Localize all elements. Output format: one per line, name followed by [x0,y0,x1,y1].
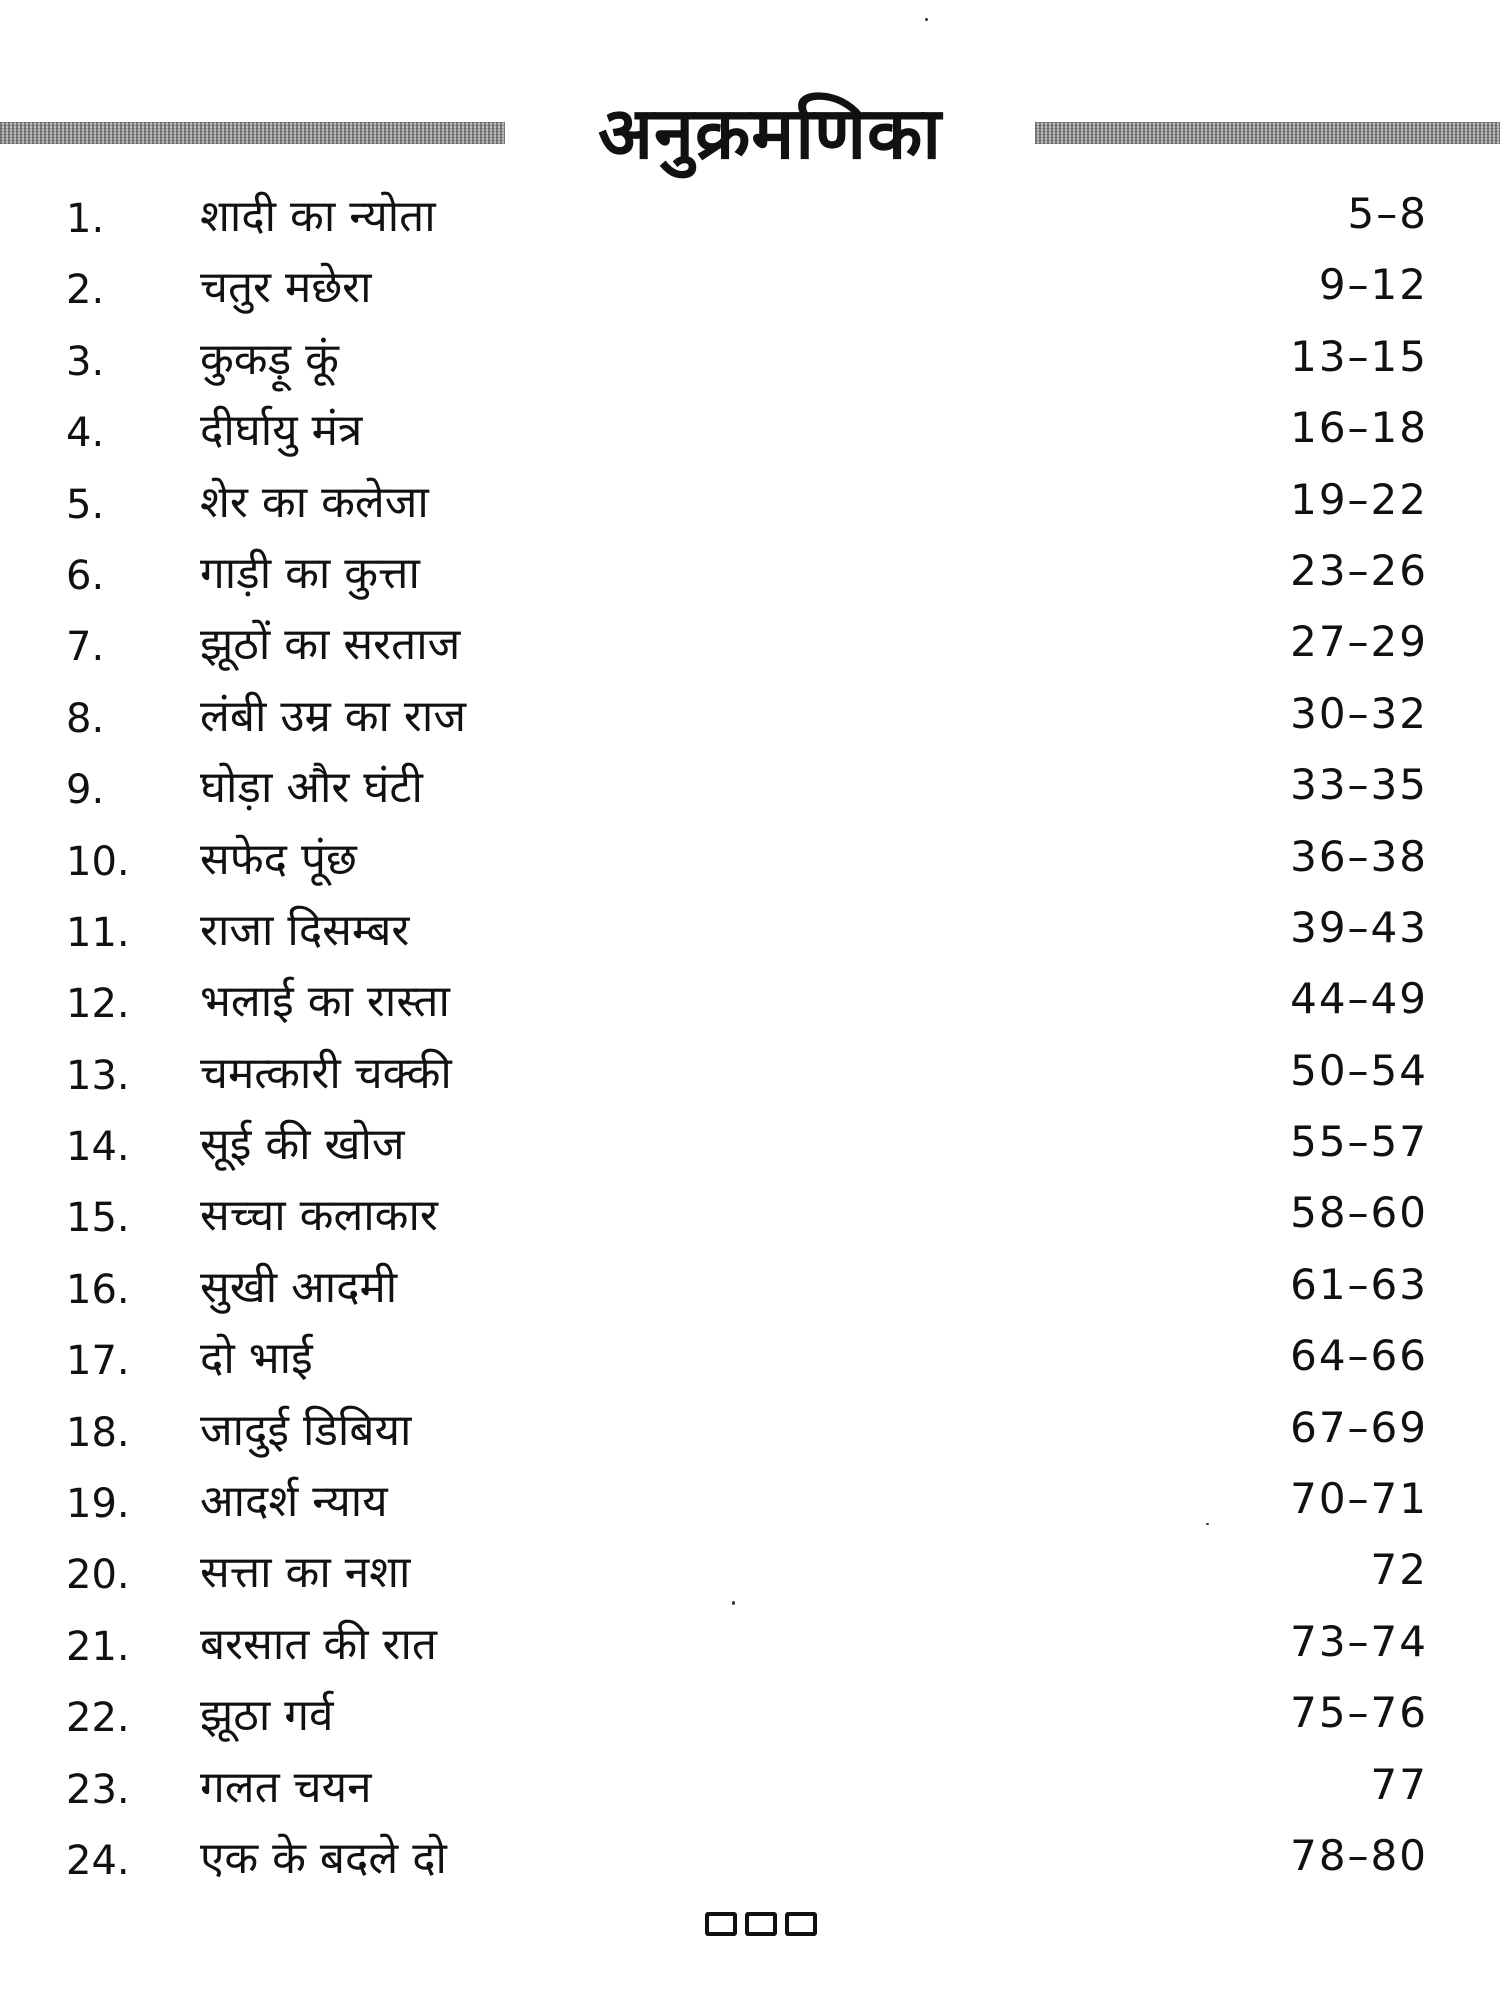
toc-entry-number: 23. [66,1766,130,1813]
toc-entry-title: दो भाई [200,1333,313,1385]
toc-entry-pages: 70–71 [1290,1474,1428,1524]
toc-entry-pages: 72 [1370,1545,1428,1595]
toc-entry [0,326,1500,397]
toc-entry-number: 3. [66,338,105,385]
toc-entry [0,1825,1500,1896]
toc-entry-number: 10. [66,838,130,885]
toc-entry-number: 7. [66,624,105,671]
toc-entry-number: 9. [66,767,105,814]
toc-entry-title: चमत्कारी चक्की [200,1047,452,1099]
toc-entry-pages: 44–49 [1290,974,1428,1024]
toc-entry-pages: 5–8 [1347,189,1428,238]
toc-entry-title: सफेद पूंछ [200,833,357,885]
scan-speck [925,18,928,21]
toc-entry [0,1325,1500,1396]
header-texture-band-left [0,122,505,144]
toc-entry-number: 5. [66,481,105,528]
toc-entry-pages: 23–26 [1290,545,1428,595]
toc-entry-number: 4. [66,410,105,457]
toc-entry-title: आदर्श न्याय [200,1476,388,1528]
toc-entry-title: सूई की खोज [200,1119,405,1171]
toc-entry [0,1682,1500,1753]
toc-entry-title: एक के बदले दो [200,1832,447,1884]
toc-entry [0,1754,1500,1825]
toc-entry-number: 8. [66,695,105,742]
toc-entry-pages: 61–63 [1290,1259,1428,1309]
end-mark-square [705,1912,737,1936]
toc-list [0,183,1500,1896]
toc-entry-title: जादुई डिबिया [200,1404,412,1456]
toc-entry-number: 6. [66,552,105,599]
toc-entry [0,1040,1500,1111]
toc-entry-number: 24. [66,1837,130,1884]
toc-entry [0,897,1500,968]
toc-entry-number: 20. [66,1552,130,1599]
toc-entry-title: घोड़ा और घंटी [200,762,423,814]
toc-entry-title: झूठों का सरताज [200,619,461,671]
toc-entry [0,1539,1500,1610]
page-title: अनुक्रमणिका [598,91,942,175]
toc-entry [0,1182,1500,1253]
toc-entry-title: गाड़ी का कुत्ता [200,547,420,599]
end-mark-icon [705,1912,835,1942]
toc-entry-title: शादी का न्योता [200,191,436,242]
toc-entry [0,754,1500,825]
toc-entry-number: 21. [66,1623,130,1670]
toc-entry [0,540,1500,611]
toc-entry-pages: 33–35 [1290,760,1428,810]
toc-entry-number: 16. [66,1266,130,1313]
toc-entry-title: सत्ता का नशा [200,1547,411,1599]
toc-entry-title: गलत चयन [200,1761,372,1813]
toc-entry-title: भलाई का रास्ता [200,976,450,1028]
toc-entry-pages: 58–60 [1290,1188,1428,1238]
toc-entry-pages: 30–32 [1290,688,1428,738]
toc-entry-title: झूठा गर्व [200,1690,334,1742]
toc-entry-pages: 9–12 [1318,260,1428,310]
toc-entry-pages: 13–15 [1290,331,1428,381]
toc-entry-number: 19. [66,1481,130,1528]
toc-entry-title: दीर्घायु मंत्र [200,405,363,457]
toc-entry-title: कुकड़ू कूं [200,333,339,385]
toc-entry-title: शेर का कलेजा [200,476,429,528]
toc-entry-pages: 75–76 [1290,1688,1428,1738]
toc-entry [0,968,1500,1039]
toc-entry-pages: 64–66 [1290,1331,1428,1381]
toc-entry-title: सुखी आदमी [200,1261,398,1313]
end-mark-square [785,1912,817,1936]
toc-entry-number: 17. [66,1338,130,1385]
toc-entry-title: लंबी उम्र का राज [200,690,466,742]
toc-entry [0,397,1500,468]
toc-entry-number: 12. [66,981,130,1028]
toc-entry-number: 18. [66,1409,130,1456]
toc-entry [0,826,1500,897]
toc-entry-pages: 19–22 [1290,474,1428,524]
toc-entry-number: 13. [66,1052,130,1099]
toc-entry-number: 11. [66,909,130,956]
toc-entry-pages: 50–54 [1290,1045,1428,1095]
toc-entry-pages: 73–74 [1290,1616,1428,1666]
toc-entry-pages: 77 [1370,1759,1428,1809]
toc-entry [0,254,1500,325]
toc-entry [0,1468,1500,1539]
toc-entry-pages: 78–80 [1290,1830,1428,1880]
toc-entry [0,1111,1500,1182]
toc-entry [0,469,1500,540]
scan-speck [1206,1523,1209,1525]
toc-entry-number: 2. [66,267,105,314]
toc-entry-pages: 55–57 [1290,1117,1428,1167]
toc-entry [0,183,1500,254]
toc-entry [0,611,1500,682]
toc-entry-number: 15. [66,1195,130,1242]
toc-entry-pages: 16–18 [1290,403,1428,453]
toc-entry-pages: 39–43 [1290,902,1428,952]
end-mark-square [745,1912,777,1936]
header-texture-band-right [1035,122,1500,144]
toc-entry-title: राजा दिसम्बर [200,904,410,956]
toc-entry-number: 14. [66,1124,130,1171]
toc-entry-pages: 36–38 [1290,831,1428,881]
toc-entry-title: सच्चा कलाकार [200,1190,438,1242]
toc-entry [0,683,1500,754]
toc-entry-title: बरसात की रात [200,1618,437,1670]
toc-entry [0,1397,1500,1468]
toc-entry-pages: 27–29 [1290,617,1428,667]
toc-entry-number: 1. [66,196,105,242]
toc-entry [0,1611,1500,1682]
scan-speck [732,1601,735,1605]
toc-entry-title: चतुर मछेरा [200,262,372,314]
toc-entry-number: 22. [66,1695,130,1742]
toc-entry-pages: 67–69 [1290,1402,1428,1452]
toc-entry [0,1254,1500,1325]
